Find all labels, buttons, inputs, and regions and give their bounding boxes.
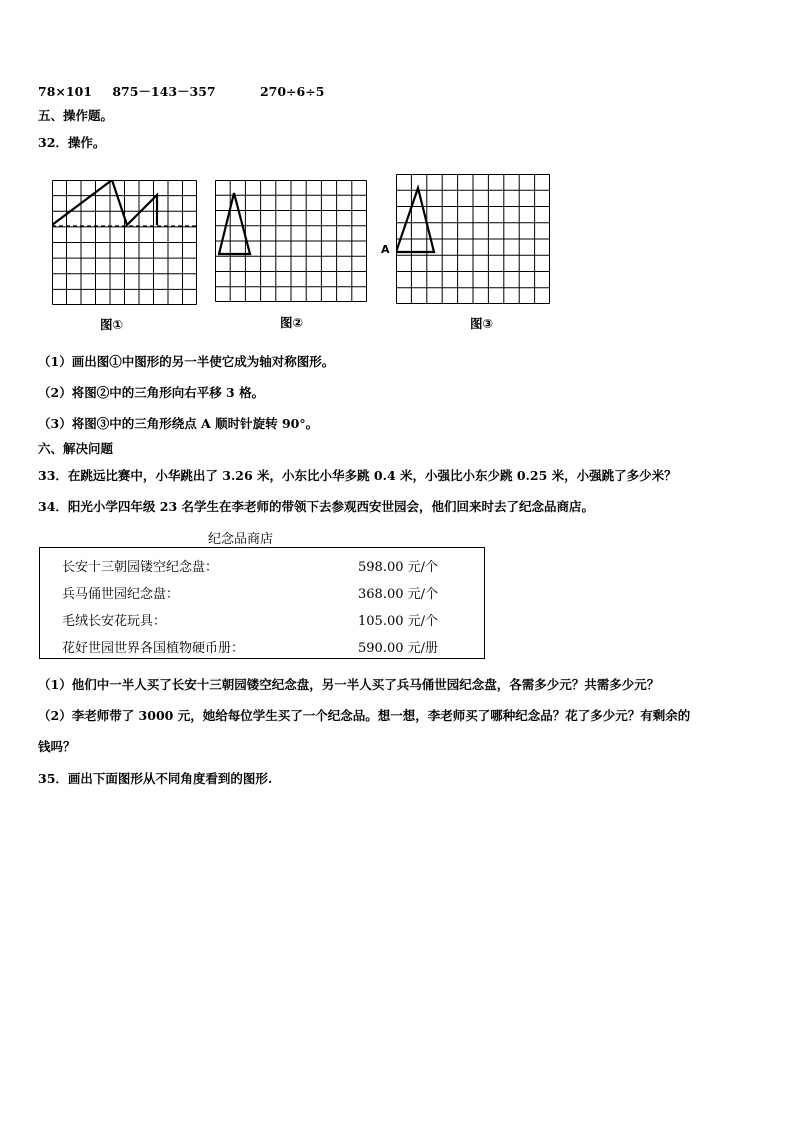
- point-a-label: A: [381, 243, 390, 256]
- question-34: 34．阳光小学四年级 23 名学生在李老师的带领下去参观西安世园会，他们回来时去了纪念品商店。: [38, 499, 594, 514]
- figure-3-triangle: [396, 188, 434, 252]
- shop-item-name: 毛绒长安花玩具：: [62, 614, 167, 629]
- q34-item-2: （2）李老师带了 3000 元，她给每位学生买了一个纪念品。想一想，李老师买了哪种纪念品？花了多少元？有剩余的: [38, 708, 691, 723]
- figure-1-label: 图①: [100, 317, 124, 332]
- shop-table-title: 纪念品商店: [208, 532, 274, 547]
- shop-price-table: [39, 547, 485, 659]
- calculation-row: [38, 84, 324, 100]
- figure-1-shape: [52, 180, 157, 225]
- section-6-heading: 六、解决问题: [38, 441, 114, 456]
- shop-item-price: 368.00 元/个: [358, 587, 438, 602]
- calc-3: 270÷6÷5: [259, 84, 325, 99]
- figure-3-grid: [396, 174, 550, 304]
- question-33: 33．在跳远比赛中，小华跳出了 3.26 米，小东比小华多跳 0.4 米，小强比小东少跳 0.25 米，小强跳了多少米？: [38, 468, 677, 483]
- calc-1: 78×101: [38, 84, 92, 99]
- question-35: 35．画出下面图形从不同角度看到的图形.: [38, 771, 273, 786]
- shop-item-price: 105.00 元/个: [358, 614, 438, 629]
- q34-item-1: （1）他们中一半人买了长安十三朝园镂空纪念盘，另一半人买了兵马俑世园纪念盘，各需多少元？共需多少元？: [38, 677, 660, 692]
- figure-2-label: 图②: [280, 315, 304, 330]
- shop-item-price: 590.00 元/册: [358, 641, 438, 656]
- shop-row: [62, 583, 474, 601]
- q32-item-1: （1）画出图①中图形的另一半使它成为轴对称图形。: [38, 354, 335, 369]
- question-32: 32．操作。: [38, 135, 106, 150]
- shop-item-name: 长安十三朝园镂空纪念盘：: [62, 560, 219, 575]
- shop-row: [62, 556, 474, 574]
- section-5-heading: 五、操作题。: [38, 108, 114, 123]
- figure-1-grid: [52, 180, 197, 305]
- figure-3-label: 图③: [470, 316, 494, 331]
- q34-item-2-continued: 钱吗？: [38, 739, 76, 754]
- shop-item-name: 花好世园世界各国植物硬币册：: [62, 641, 245, 656]
- shop-row: [62, 610, 474, 628]
- figure-2-grid: [215, 180, 367, 302]
- figure-2-gridlines: [216, 181, 367, 302]
- calc-2: 875－143－357: [112, 84, 216, 99]
- q32-item-2: （2）将图②中的三角形向右平移 3 格。: [38, 385, 265, 400]
- shop-item-name: 兵马俑世园纪念盘：: [62, 587, 180, 602]
- shop-item-price: 598.00 元/个: [358, 560, 438, 575]
- q32-item-3: （3）将图③中的三角形绕点 A 顺时针旋转 90°。: [38, 416, 319, 431]
- shop-row: [62, 637, 474, 655]
- figure-1-gridlines: [53, 181, 197, 305]
